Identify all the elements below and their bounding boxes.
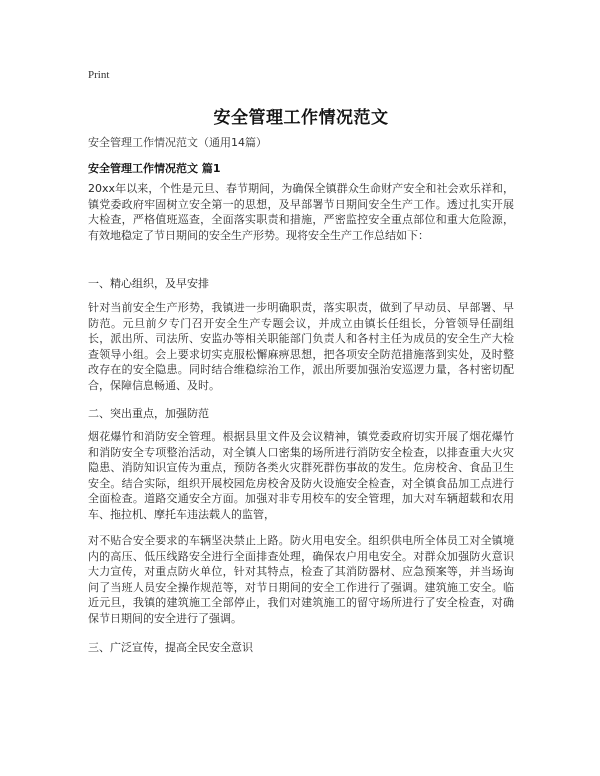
section-heading: 安全管理工作情况范文 篇1 <box>88 162 221 175</box>
paragraph-intro: 20xx年以来，个性是元旦、春节期间，为确保全镇群众生命财产安全和社会欢乐祥和，镇党委政府牢固树立安全第一的思想，及早部署节日期间安全生产工作。透过扎实开展大检查，严格值班巡查，全面落实职责和措施，严密监控安全重点部位和重大危险源，有效地稳定了节日期间的安全生产形势。现将安全生产工作总结如下： <box>88 182 514 242</box>
print-label: Print <box>88 69 110 81</box>
heading-2: 二、突出重点，加强防范 <box>88 407 209 420</box>
heading-3: 三、广泛宣传，提高全民安全意识 <box>88 641 253 654</box>
paragraph-prevention-cont: 对不贴合安全要求的车辆坚决禁止上路。防火用电安全。组织供电所全体员工对全镇境内的高压、低压线路安全进行全面排查处理，确保农户用电安全。对群众加强防火意识大力宣传，对重点防火单位，针对其特点，检查了其消防器材、应急预案等，并当场询问了当班人员安全操作规范等，对节日期间的安全工作进行了强调。建筑施工安全。临近元旦，我镇的建筑施工全部停止，我们对建筑施工的留守场所进行了安全检查，对确保节日期间的安全进行了强调。 <box>88 534 514 625</box>
document-title: 安全管理工作情况范文 <box>213 108 389 128</box>
document-subtitle: 安全管理工作情况范文（通用14篇） <box>88 136 267 149</box>
paragraph-organize: 针对当前安全生产形势，我镇进一步明确职责，落实职责，做到了早动员、早部署、早防范。元旦前夕专门召开安全生产专题会议，并成立由镇长任组长，分管领导任副组长，派出所、司法所、安监办等相关职能部门负责人和各村主任为成员的安全生产大检查领导小组。会上要求切实克服松懈麻痹思想，把各项安全防范措施落到实处，及时整改存在的安全隐患。同时结合维稳综治工作，派出所要加强治安巡逻力量，各村密切配合，保障信息畅通、及时。 <box>88 301 514 392</box>
paragraph-prevention: 烟花爆竹和消防安全管理。根据县里文件及会议精神，镇党委政府切实开展了烟花爆竹和消防安全专项整治活动，对全镇人口密集的场所进行消防安全检查，以排查重大火灾隐患、消防知识宣传为重点，预防各类火灾群死群伤事故的发生。危房校舍、食品卫生安全。结合实际，组织开展校园危房校舍及防火设施安全检查，对全镇食品加工点进行全面检查。道路交通安全方面。加强对非专用校车的安全管理，加大对车辆超载和农用车、拖拉机、摩托车违法载人的监管， <box>88 430 514 521</box>
heading-1: 一、精心组织，及早安排 <box>88 277 209 290</box>
